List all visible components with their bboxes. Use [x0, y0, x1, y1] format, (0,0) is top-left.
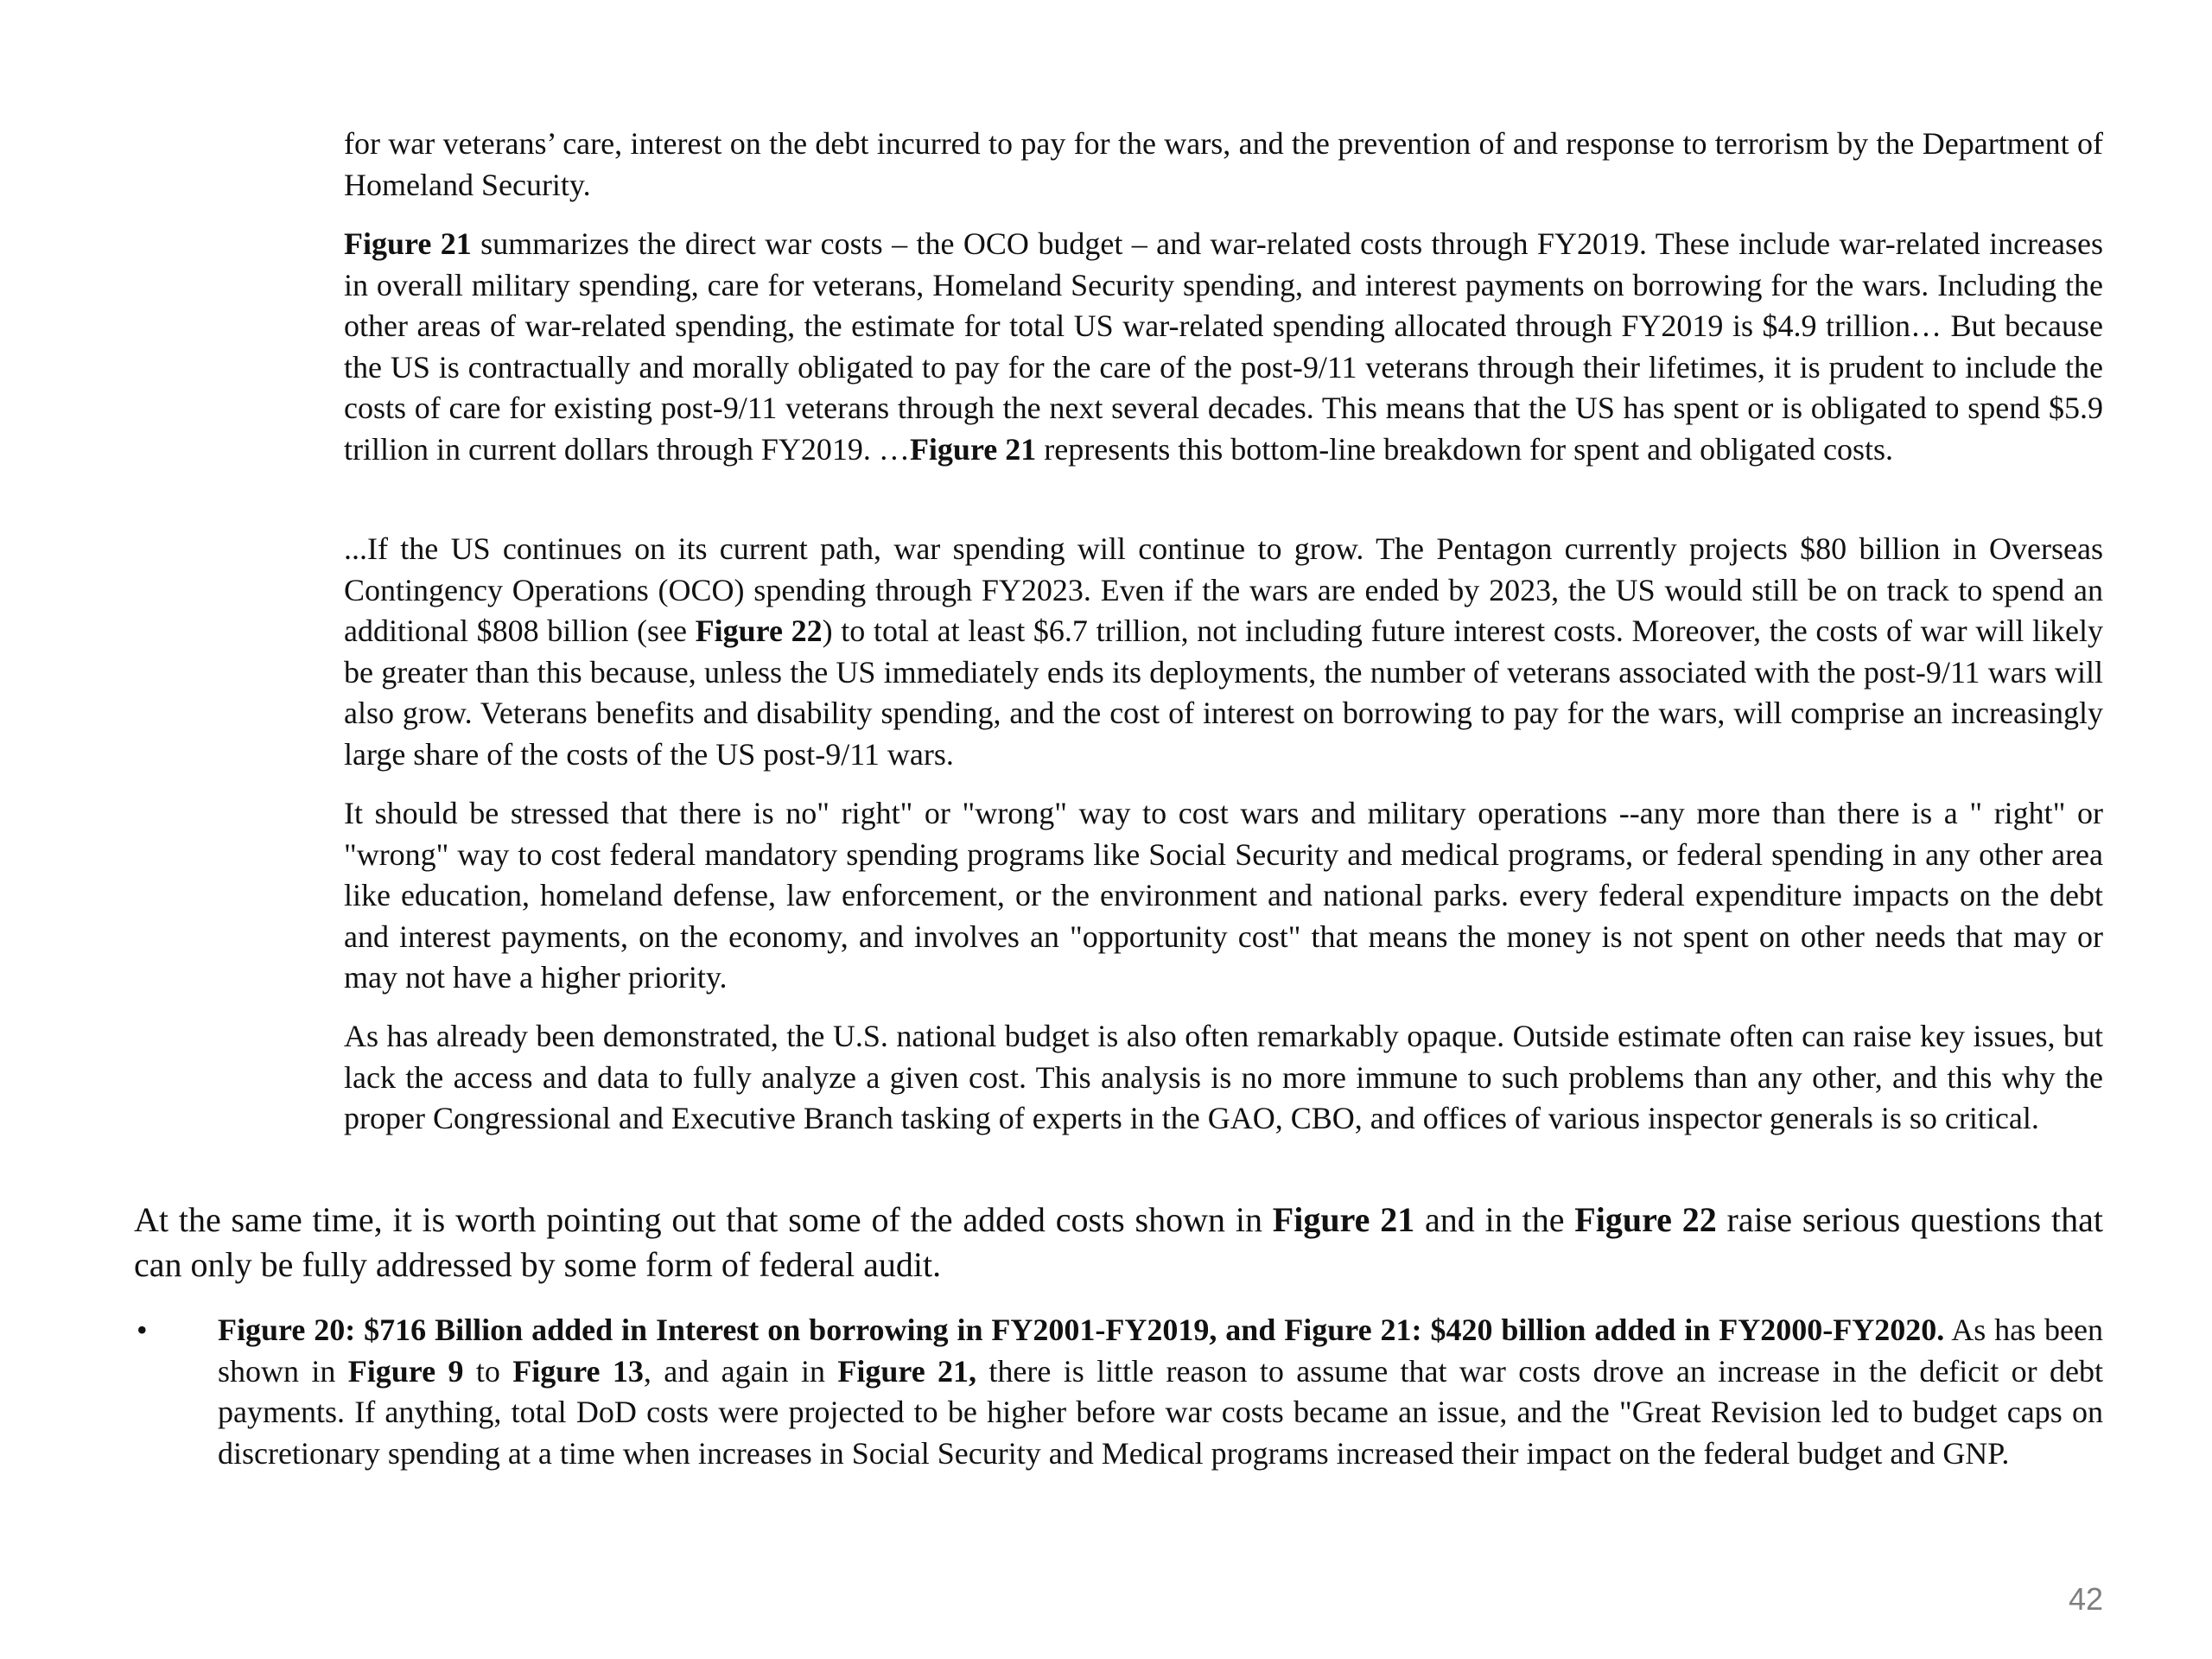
figure-22-reference: Figure 22: [695, 613, 823, 648]
bullet-item: [218, 1310, 2103, 1474]
quote-paragraph-4-text: It should be stressed that there is no" right" or "wrong" way to cost wars and military operations --any more than there is a " right" or "wrong" way to cost federal mandatory spending programs like Social Security and medical programs, or federal spending in any other area like education, homeland defense, law enforcement, or the environment and national parks. every federal expenditure impacts on the debt and interest payments, on the economy, and involves an "opportunity cost" that means the money is not spent on other needs that may or may not have a higher priority.: [344, 796, 2103, 995]
figure-21-reference: Figure 21: [344, 226, 472, 261]
page-number: 42: [2068, 1581, 2103, 1617]
figure-21-reference: Figure 21,: [837, 1353, 977, 1389]
bullet-text-c: , and again in: [643, 1353, 838, 1389]
quote-paragraph-5: [344, 1016, 2103, 1140]
figure-13-reference: Figure 13: [512, 1353, 644, 1389]
bullet-marker: •: [137, 1313, 148, 1347]
body-paragraph-text-c: raise serious questions that can only be fully addressed by some form of federal audit.: [134, 1200, 2103, 1284]
bullet-text-b: to: [463, 1353, 513, 1389]
body-paragraph: [134, 1198, 2103, 1287]
bullet-heading: Figure 20: $716 Billion added in Interest on borrowing in FY2001-FY2019, and Figure 21: $420 billion added in FY2000-FY2020.: [218, 1313, 1945, 1347]
quote-paragraph-1-text: for war veterans’ care, interest on the debt incurred to pay for the wars, and the prevention of and response to terrorism by the Department of Homeland Security.: [344, 126, 2103, 202]
quote-paragraph-2-text-b: represents this bottom-line breakdown for spent and obligated costs.: [1036, 431, 1894, 467]
quote-paragraph-3-text-b: ) to total at least $6.7 trillion, not including future interest costs. Moreover, the costs of war will likely be greater than this because, unless the US immediately ends its deployments, the number of veterans associated with the post-9/11 wars will also grow. Veterans benefits and disability spending, and the cost of interest on borrowing to pay for the wars, will comprise an increasingly large share of the costs of the US post-9/11 wars.: [344, 613, 2103, 772]
quote-paragraph-3-text-a: ...If the US continues on its current path, war spending will continue to grow. The Pentagon currently projects $80 billion in Overseas Contingency Operations (OCO) spending through FY2023. Even if the wars are ended by 2023, the US would still be on track to spend an additional $808 billion (see: [344, 531, 2103, 648]
quote-paragraph-4: [344, 793, 2103, 999]
quote-paragraph-2: [344, 224, 2103, 470]
quote-paragraph-2-text-a: summarizes the direct war costs – the OCO budget – and war-related costs through FY2019. These include war-related increases in overall military spending, care for veterans, Homeland Security spending, and interest payments on borrowing for the wars. Including the other areas of war-related spending, the estimate for total US war-related spending allocated through FY2019 is $4.9 trillion… But because the US is contractually and morally obligated to pay for the care of the post-9/11 veterans through their lifetimes, it is prudent to include the costs of care for existing post-9/11 veterans through the next several decades. This means that the US has spent or is obligated to spend $5.9 trillion in current dollars through FY2019. …: [344, 226, 2104, 467]
quote-paragraph-1: [344, 124, 2103, 206]
figure-22-reference: Figure 22: [1574, 1200, 1717, 1239]
figure-9-reference: Figure 9: [347, 1353, 464, 1389]
quote-paragraph-5-text: As has already been demonstrated, the U.S. national budget is also often remarkably opaque. Outside estimate often can raise key issues, but lack the access and data to fully analyze a given cost. This analysis is no more immune to such problems than any other, and this why the proper Congressional and Executive Branch tasking of experts in the GAO, CBO, and offices of various inspector generals is so critical.: [344, 1019, 2103, 1135]
body-paragraph-text-a: At the same time, it is worth pointing out that some of the added costs shown in: [134, 1200, 1273, 1239]
bullet-text-d: there is little reason to assume that war costs drove an increase in the deficit or debt payments. If anything, total DoD costs were projected to be higher before war costs became an issue, and the "Great Revision led to budget caps on discretionary spending at a time when increases in Social Security and Medical programs increased their impact on the federal budget and GNP.: [218, 1353, 2103, 1471]
bullet-text-a: As has been shown in: [218, 1313, 2104, 1389]
figure-21-reference: Figure 21: [1272, 1200, 1415, 1239]
figure-21-reference: Figure 21: [909, 431, 1037, 467]
body-paragraph-text-b: and in the: [1414, 1200, 1575, 1239]
quote-paragraph-3: [344, 529, 2103, 775]
